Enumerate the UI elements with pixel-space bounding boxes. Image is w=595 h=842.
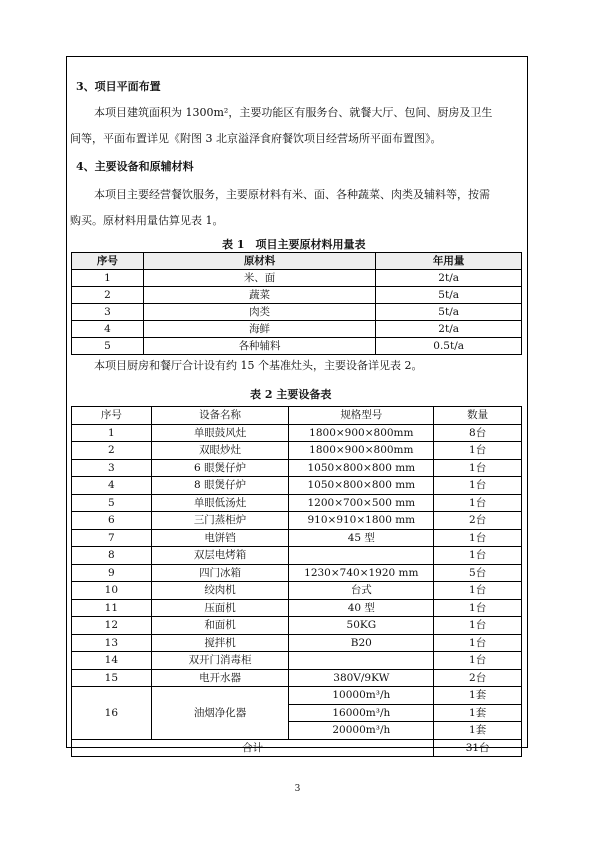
column-header: 序号 bbox=[72, 253, 144, 270]
total-value: 31台 bbox=[434, 739, 522, 757]
table-cell: 1台 bbox=[434, 652, 522, 670]
table-cell: 5t/a bbox=[376, 304, 522, 321]
table-cell: 8台 bbox=[434, 424, 522, 442]
table-cell: 1200×700×500 mm bbox=[289, 494, 434, 512]
table-cell: 蔬菜 bbox=[143, 287, 375, 304]
table-cell: 2 bbox=[72, 287, 144, 304]
table-cell: 电饼铛 bbox=[151, 529, 289, 547]
table-cell: 3 bbox=[72, 304, 144, 321]
table-row bbox=[72, 547, 522, 565]
table-cell: 1台 bbox=[434, 459, 522, 477]
table-cell: 5 bbox=[72, 494, 152, 512]
table-cell: 电开水器 bbox=[151, 669, 289, 687]
table-cell: 8 眼煲仔炉 bbox=[151, 477, 289, 495]
table-cell: 2t/a bbox=[376, 270, 522, 287]
table-cell: 2台 bbox=[434, 512, 522, 530]
table-cell: 8 bbox=[72, 547, 152, 565]
table-row bbox=[72, 669, 522, 687]
table-cell: 1套 bbox=[434, 722, 522, 740]
table-cell bbox=[289, 547, 434, 565]
section3-paragraph-line1: 本项目建筑面积为 1300m²，主要功能区有服务台、就餐大厅、包间、厨房及卫生 bbox=[94, 106, 493, 119]
table-cell: 1800×900×800mm bbox=[289, 424, 434, 442]
table-row bbox=[72, 494, 522, 512]
table-row bbox=[72, 529, 522, 547]
column-header: 序号 bbox=[72, 407, 152, 425]
table-cell: 15 bbox=[72, 669, 152, 687]
table-row bbox=[72, 634, 522, 652]
table-cell: 单眼鼓风灶 bbox=[151, 424, 289, 442]
table-row bbox=[72, 599, 522, 617]
table-header-row bbox=[72, 407, 522, 425]
section3-heading: 3、项目平面布置 bbox=[76, 80, 161, 93]
table-cell: 1800×900×800mm bbox=[289, 442, 434, 460]
table-cell: 45 型 bbox=[289, 529, 434, 547]
table-cell: 1台 bbox=[434, 599, 522, 617]
table-row bbox=[72, 512, 522, 530]
table-cell: 四门冰箱 bbox=[151, 564, 289, 582]
column-header: 原材料 bbox=[143, 253, 375, 270]
table-cell: 1台 bbox=[434, 547, 522, 565]
table-cell: 2t/a bbox=[376, 321, 522, 338]
table-cell: 单眼低汤灶 bbox=[151, 494, 289, 512]
table-cell: 压面机 bbox=[151, 599, 289, 617]
table-cell: 油烟净化器 bbox=[151, 687, 289, 740]
table-row bbox=[72, 459, 522, 477]
table-row bbox=[72, 652, 522, 670]
table-row bbox=[72, 321, 522, 338]
table-row bbox=[72, 424, 522, 442]
table-cell: 50KG bbox=[289, 617, 434, 635]
table-cell: 5台 bbox=[434, 564, 522, 582]
table-cell: 米、面 bbox=[143, 270, 375, 287]
table-row bbox=[72, 442, 522, 460]
table-cell: 1台 bbox=[434, 529, 522, 547]
total-label: 合计 bbox=[72, 739, 434, 757]
section4-heading: 4、主要设备和原辅材料 bbox=[76, 160, 194, 173]
section3-paragraph-line2: 间等，平面布置详见《附图 3 北京溢泽食府餐饮项目经营场所平面布置图》。 bbox=[70, 132, 442, 145]
table-cell: 台式 bbox=[289, 582, 434, 600]
table-header-row bbox=[72, 253, 522, 270]
table-cell: 海鲜 bbox=[143, 321, 375, 338]
table-cell: 16 bbox=[72, 687, 152, 740]
equipment-intro-text: 本项目厨房和餐厅合计设有约 15 个基准灶头，主要设备详见表 2。 bbox=[94, 359, 423, 372]
table-cell: 5 bbox=[72, 338, 144, 355]
table-cell: 1 bbox=[72, 270, 144, 287]
page-number: 3 bbox=[294, 784, 301, 794]
table-cell: 双层电烤箱 bbox=[151, 547, 289, 565]
table-cell: 搅拌机 bbox=[151, 634, 289, 652]
table-cell: 3 bbox=[72, 459, 152, 477]
table-cell: 1 bbox=[72, 424, 152, 442]
total-row bbox=[72, 739, 522, 757]
table-cell: 1230×740×1920 mm bbox=[289, 564, 434, 582]
table1-caption: 表 1 项目主要原材料用量表 bbox=[222, 238, 366, 251]
table-cell: 1台 bbox=[434, 617, 522, 635]
table-cell: 1台 bbox=[434, 494, 522, 512]
table-row bbox=[72, 287, 522, 304]
table-cell: 双眼炒灶 bbox=[151, 442, 289, 460]
table-cell: 910×910×1800 mm bbox=[289, 512, 434, 530]
table-cell: 0.5t/a bbox=[376, 338, 522, 355]
table-cell: 和面机 bbox=[151, 617, 289, 635]
table-cell: 380V/9KW bbox=[289, 669, 434, 687]
table-cell: 40 型 bbox=[289, 599, 434, 617]
section4-paragraph-line2: 购买。原材料用量估算见表 1。 bbox=[70, 214, 224, 227]
table-cell: 6 bbox=[72, 512, 152, 530]
table-cell: 1套 bbox=[434, 704, 522, 722]
equipment-table bbox=[71, 406, 522, 757]
column-header: 规格型号 bbox=[289, 407, 434, 425]
table-cell: 5t/a bbox=[376, 287, 522, 304]
table-cell: 10000m³/h bbox=[289, 687, 434, 705]
table-cell: 14 bbox=[72, 652, 152, 670]
table-cell: 1台 bbox=[434, 477, 522, 495]
table-cell: 9 bbox=[72, 564, 152, 582]
table-cell: 绞肉机 bbox=[151, 582, 289, 600]
table-cell: 6 眼煲仔炉 bbox=[151, 459, 289, 477]
table-cell: 16000m³/h bbox=[289, 704, 434, 722]
table-cell: 双开门消毒柜 bbox=[151, 652, 289, 670]
table2-caption: 表 2 主要设备表 bbox=[250, 388, 332, 401]
table-cell: 7 bbox=[72, 529, 152, 547]
table-cell bbox=[289, 652, 434, 670]
section4-paragraph-line1: 本项目主要经营餐饮服务，主要原材料有米、面、各种蔬菜、肉类及辅料等，按需 bbox=[94, 188, 490, 201]
column-header: 年用量 bbox=[376, 253, 522, 270]
table-row bbox=[72, 477, 522, 495]
table-cell: 12 bbox=[72, 617, 152, 635]
table-cell: 2台 bbox=[434, 669, 522, 687]
raw-materials-table bbox=[71, 252, 522, 355]
table-row bbox=[72, 617, 522, 635]
table-cell: 10 bbox=[72, 582, 152, 600]
table-cell: 1台 bbox=[434, 582, 522, 600]
table-cell: 20000m³/h bbox=[289, 722, 434, 740]
table-row bbox=[72, 338, 522, 355]
column-header: 设备名称 bbox=[151, 407, 289, 425]
table-cell: 1台 bbox=[434, 442, 522, 460]
table-cell: 4 bbox=[72, 321, 144, 338]
table-cell: 13 bbox=[72, 634, 152, 652]
table-cell: 11 bbox=[72, 599, 152, 617]
table-cell: 三门蒸柜炉 bbox=[151, 512, 289, 530]
table-cell: 各种辅料 bbox=[143, 338, 375, 355]
table-cell: 1050×800×800 mm bbox=[289, 477, 434, 495]
table-cell: 1套 bbox=[434, 687, 522, 705]
table-row bbox=[72, 687, 522, 705]
table-cell: 4 bbox=[72, 477, 152, 495]
table-cell: 肉类 bbox=[143, 304, 375, 321]
table-row bbox=[72, 270, 522, 287]
column-header: 数量 bbox=[434, 407, 522, 425]
table-cell: 2 bbox=[72, 442, 152, 460]
table-row bbox=[72, 304, 522, 321]
table-cell: 1050×800×800 mm bbox=[289, 459, 434, 477]
table-row bbox=[72, 564, 522, 582]
table-cell: B20 bbox=[289, 634, 434, 652]
table-row bbox=[72, 582, 522, 600]
table-cell: 1台 bbox=[434, 634, 522, 652]
